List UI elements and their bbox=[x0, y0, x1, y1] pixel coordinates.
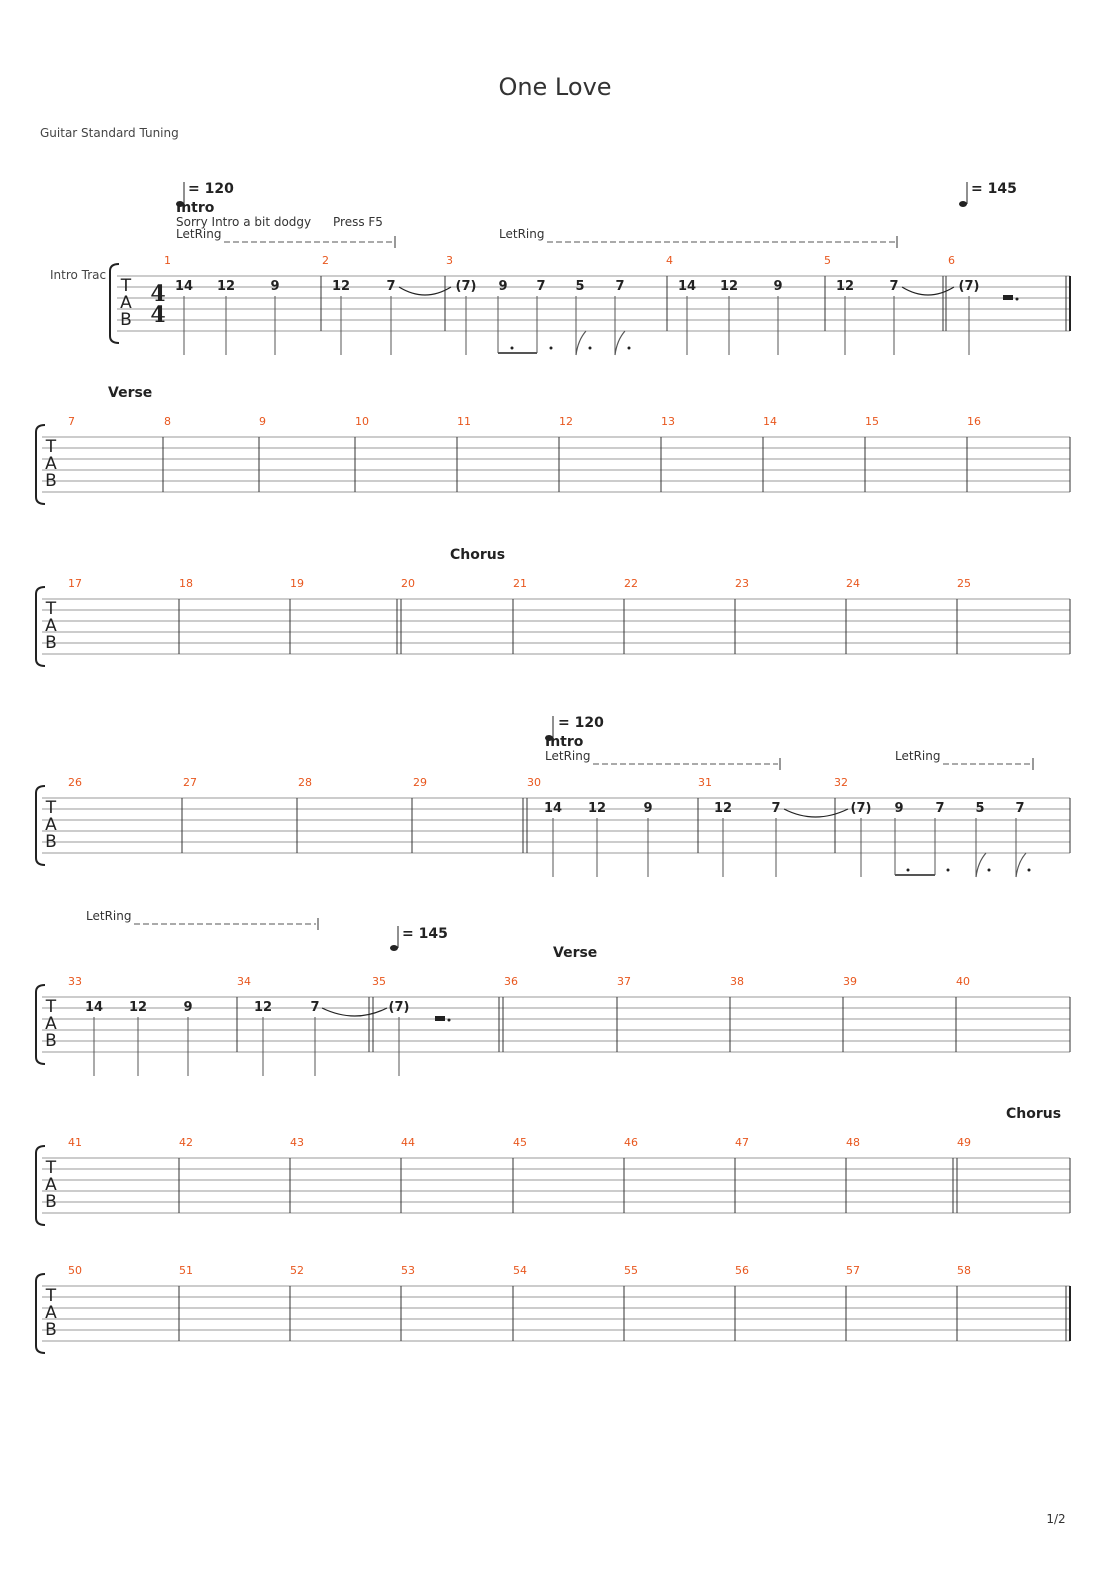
measure-number: 25 bbox=[957, 577, 971, 590]
measure-number: 45 bbox=[513, 1136, 527, 1149]
let-ring-label: LetRing bbox=[895, 749, 941, 763]
fret-number: 12 bbox=[253, 1000, 273, 1015]
tab-clef-b: B bbox=[45, 1031, 57, 1051]
fret-number: 12 bbox=[216, 279, 236, 294]
section-verse: Verse bbox=[553, 945, 598, 961]
system-5 bbox=[36, 909, 1070, 1076]
measure-number: 38 bbox=[730, 975, 744, 988]
fret-number: 5 bbox=[575, 279, 585, 294]
tie bbox=[784, 809, 848, 817]
measure-number: 26 bbox=[68, 776, 82, 789]
measure-number: 28 bbox=[298, 776, 312, 789]
measure-number: 13 bbox=[661, 415, 675, 428]
measure-number: 29 bbox=[413, 776, 427, 789]
tuning-label: Guitar Standard Tuning bbox=[40, 126, 179, 140]
tab-clef-a: A bbox=[45, 815, 57, 835]
let-ring-label: LetRing bbox=[545, 749, 591, 763]
time-signature-top: 4 bbox=[150, 281, 166, 307]
measure-number: 18 bbox=[179, 577, 193, 590]
tab-clef-t: T bbox=[45, 997, 57, 1017]
measure-number: 46 bbox=[624, 1136, 638, 1149]
section-intro: Intro bbox=[176, 200, 215, 216]
section-intro: Intro bbox=[545, 734, 584, 750]
fret-number: 7 bbox=[1015, 801, 1025, 816]
measure-number: 22 bbox=[624, 577, 638, 590]
tab-clef-a: A bbox=[45, 1303, 57, 1323]
let-ring-label: LetRing bbox=[176, 227, 222, 241]
measure-number: 23 bbox=[735, 577, 749, 590]
measure-number: 34 bbox=[237, 975, 251, 988]
quarter-note-icon bbox=[390, 926, 398, 951]
measure-number: 21 bbox=[513, 577, 527, 590]
let-ring-label: LetRing bbox=[499, 227, 545, 241]
measure-number: 37 bbox=[617, 975, 631, 988]
measure-number: 56 bbox=[735, 1264, 749, 1277]
measure-number: 55 bbox=[624, 1264, 638, 1277]
tab-clef-b: B bbox=[45, 1320, 57, 1340]
song-title: One Love bbox=[498, 73, 612, 101]
measure-number: 11 bbox=[457, 415, 471, 428]
measure-number: 48 bbox=[846, 1136, 860, 1149]
measure-number: 35 bbox=[372, 975, 386, 988]
fret-number: 7 bbox=[615, 279, 625, 294]
fret-number: 9 bbox=[183, 1000, 193, 1015]
measure-number: 14 bbox=[763, 415, 777, 428]
measure-number: 7 bbox=[68, 415, 75, 428]
text-annotation: Press F5 bbox=[333, 215, 383, 229]
tab-clef-b: B bbox=[45, 1192, 57, 1212]
fret-number: (7) bbox=[388, 1000, 410, 1015]
fret-number: 14 bbox=[174, 279, 194, 294]
fret-number: 14 bbox=[677, 279, 697, 294]
fret-number: 12 bbox=[835, 279, 855, 294]
time-signature-bottom: 4 bbox=[150, 302, 166, 328]
tempo-marking: = 120 bbox=[558, 715, 604, 731]
tab-clef-b: B bbox=[120, 310, 132, 330]
page-number: 1/2 bbox=[1046, 1512, 1066, 1526]
measure-number: 33 bbox=[68, 975, 82, 988]
tempo-marking: = 145 bbox=[402, 926, 448, 942]
measure-number: 2 bbox=[322, 254, 329, 267]
measure-number: 54 bbox=[513, 1264, 527, 1277]
fret-number: 7 bbox=[310, 1000, 320, 1015]
measure-number: 49 bbox=[957, 1136, 971, 1149]
measure-number: 10 bbox=[355, 415, 369, 428]
tempo-marking: = 120 bbox=[188, 181, 234, 197]
measure-number: 36 bbox=[504, 975, 518, 988]
fret-number: 12 bbox=[128, 1000, 148, 1015]
measure-number: 44 bbox=[401, 1136, 415, 1149]
tab-clef-a: A bbox=[45, 454, 57, 474]
track-name: Intro Trac bbox=[50, 268, 107, 282]
fret-number: 9 bbox=[498, 279, 508, 294]
tab-clef-t: T bbox=[45, 437, 57, 457]
fret-number: 7 bbox=[536, 279, 546, 294]
measure-number: 15 bbox=[865, 415, 879, 428]
tab-clef-b: B bbox=[45, 633, 57, 653]
fret-number: 9 bbox=[894, 801, 904, 816]
fret-number: 7 bbox=[889, 279, 899, 294]
measure-number: 20 bbox=[401, 577, 415, 590]
tie bbox=[399, 287, 451, 295]
fret-number: 7 bbox=[935, 801, 945, 816]
tab-clef-a: A bbox=[45, 1014, 57, 1034]
measure-number: 27 bbox=[183, 776, 197, 789]
measure-number: 53 bbox=[401, 1264, 415, 1277]
measure-number: 51 bbox=[179, 1264, 193, 1277]
fret-number: 9 bbox=[643, 801, 653, 816]
measure-number: 43 bbox=[290, 1136, 304, 1149]
measure-number: 6 bbox=[948, 254, 955, 267]
tab-clef-a: A bbox=[45, 1175, 57, 1195]
fret-number: 9 bbox=[270, 279, 280, 294]
tempo-marking: = 145 bbox=[971, 181, 1017, 197]
measure-number: 24 bbox=[846, 577, 860, 590]
fret-number: 7 bbox=[386, 279, 396, 294]
fret-number: 14 bbox=[84, 1000, 104, 1015]
measure-number: 42 bbox=[179, 1136, 193, 1149]
measure-number: 9 bbox=[259, 415, 266, 428]
tab-clef-b: B bbox=[45, 471, 57, 491]
section-chorus: Chorus bbox=[1006, 1106, 1062, 1122]
fret-number: 12 bbox=[587, 801, 607, 816]
fret-number: (7) bbox=[850, 801, 872, 816]
measure-number: 3 bbox=[446, 254, 453, 267]
measure-number: 32 bbox=[834, 776, 848, 789]
measure-number: 4 bbox=[666, 254, 673, 267]
tie bbox=[322, 1008, 387, 1016]
measure-number: 19 bbox=[290, 577, 304, 590]
half-rest-icon bbox=[435, 1016, 445, 1021]
fret-number: 14 bbox=[543, 801, 563, 816]
system-6 bbox=[36, 1106, 1070, 1225]
fret-number: 7 bbox=[771, 801, 781, 816]
measure-number: 17 bbox=[68, 577, 82, 590]
measure-number: 16 bbox=[967, 415, 981, 428]
measure-number: 47 bbox=[735, 1136, 749, 1149]
measure-number: 12 bbox=[559, 415, 573, 428]
section-chorus: Chorus bbox=[450, 547, 506, 563]
fret-number: 12 bbox=[713, 801, 733, 816]
system-4 bbox=[36, 715, 1070, 877]
measure-number: 57 bbox=[846, 1264, 860, 1277]
measure-number: 58 bbox=[957, 1264, 971, 1277]
tab-clef-t: T bbox=[45, 1286, 57, 1306]
system-1 bbox=[50, 181, 1070, 355]
fret-number: 9 bbox=[773, 279, 783, 294]
measure-number: 52 bbox=[290, 1264, 304, 1277]
fret-number: 12 bbox=[331, 279, 351, 294]
system-7 bbox=[36, 1264, 1070, 1353]
quarter-note-icon bbox=[959, 182, 967, 207]
section-verse: Verse bbox=[108, 385, 153, 401]
tab-clef-a: A bbox=[120, 293, 132, 313]
tab-clef-t: T bbox=[45, 599, 57, 619]
fret-number: 5 bbox=[975, 801, 985, 816]
fret-number: (7) bbox=[455, 279, 477, 294]
tab-clef-b: B bbox=[45, 832, 57, 852]
fret-number: (7) bbox=[958, 279, 980, 294]
measure-number: 41 bbox=[68, 1136, 82, 1149]
measure-number: 5 bbox=[824, 254, 831, 267]
measure-number: 1 bbox=[164, 254, 171, 267]
tab-clef-a: A bbox=[45, 616, 57, 636]
measure-number: 39 bbox=[843, 975, 857, 988]
half-rest-icon bbox=[1003, 295, 1013, 300]
measure-number: 8 bbox=[164, 415, 171, 428]
system-2 bbox=[36, 385, 1070, 504]
system-3 bbox=[36, 547, 1070, 666]
measure-number: 50 bbox=[68, 1264, 82, 1277]
text-annotation: Sorry Intro a bit dodgy bbox=[176, 215, 312, 229]
tab-clef-t: T bbox=[120, 276, 132, 296]
tab-clef-t: T bbox=[45, 798, 57, 818]
measure-number: 31 bbox=[698, 776, 712, 789]
fret-number: 12 bbox=[719, 279, 739, 294]
let-ring-label: LetRing bbox=[86, 909, 132, 923]
tab-clef-t: T bbox=[45, 1158, 57, 1178]
measure-number: 40 bbox=[956, 975, 970, 988]
measure-number: 30 bbox=[527, 776, 541, 789]
